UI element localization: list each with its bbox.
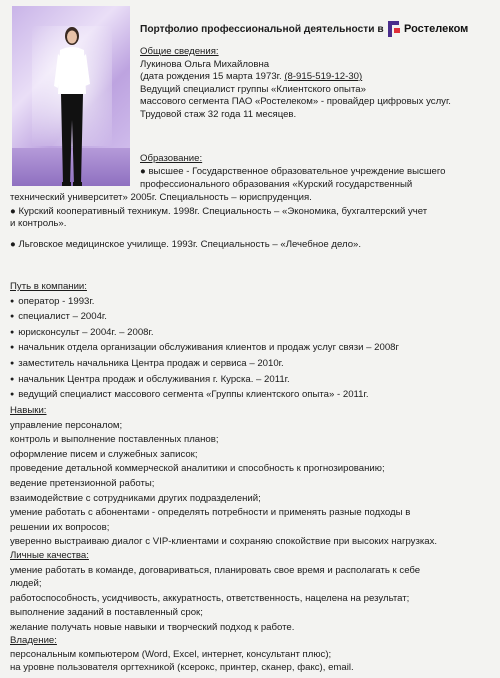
education-line: ● высшее - Государственное образовательное учреждение высшего	[140, 166, 446, 177]
career-heading: Путь в компании:	[10, 281, 87, 292]
general-heading: Общие сведения:	[140, 46, 219, 57]
education-heading-wrap	[140, 153, 202, 166]
skill-line: оформление писем и служебных записок;	[10, 448, 198, 460]
rostelecom-logo-icon	[386, 20, 402, 38]
skill-line: уверенно выстраиваю диалог с VIP-клиентами и сохраняю спокойствие при высоких нагрузках.	[10, 536, 438, 548]
career-item: ● начальник Центра продаж и обслуживания г. Курска. – 2011г.	[10, 374, 399, 388]
career-section	[10, 281, 399, 403]
general-section	[140, 46, 490, 122]
career-item: ● начальник отдела организации обслуживания клиентов и продаж услуг связи – 2008г	[10, 342, 399, 356]
education-heading: Образование:	[140, 153, 203, 164]
person-figure	[52, 24, 92, 186]
skill-line: проведение детальной коммерческой аналитики и способность к прогнозированию;	[10, 463, 385, 475]
skill-line: решении их вопросов;	[10, 521, 110, 533]
birth-line	[140, 71, 490, 84]
career-item: ● специалист – 2004г.	[10, 311, 399, 325]
career-item: ● юрисконсульт – 2004г. – 2008г.	[10, 327, 399, 341]
logo-text: Ростелеком	[404, 22, 469, 35]
education-section-wide	[10, 192, 427, 251]
skill-line: ведение претензионной работы;	[10, 477, 155, 489]
career-item: ● ведущий специалист массового сегмента «Группы клиентского опыта» - 2011г.	[10, 389, 399, 403]
education-line: ● Льговское медицинское училище. 1993г. Специальность – «Лечебное дело».	[10, 238, 362, 250]
position-line-1: Ведущий специалист группы «Клиентского опыта»	[140, 83, 366, 95]
phone-number: (8-915-519-12-30)	[284, 71, 363, 83]
qualities-heading: Личные качества:	[10, 550, 89, 561]
document-header	[140, 20, 490, 42]
skill-line: умение работать с абонентами - определять потребности и применять разные подходы в	[10, 507, 411, 519]
education-line: технический университет» 2005г. Специальность – юриспруденция.	[10, 192, 312, 203]
skills-section	[10, 405, 437, 549]
document-title: Портфолио профессиональной деятельности в	[140, 24, 384, 35]
quality-line: желание получать новые навыки и творческий подход к работе.	[10, 621, 295, 633]
ownership-section	[10, 635, 354, 675]
quality-line: умение работать в команде, договариваться, планировать свое время и располагать к себе	[10, 564, 421, 576]
full-name: Лукинова Ольга Михайловна	[140, 58, 270, 70]
quality-line: работоспособность, усидчивость, аккуратность, ответственность, нацелена на результат;	[10, 592, 410, 604]
education-line: профессионального образования «Курский государственный	[140, 178, 413, 190]
education-line: ● Курский кооперативный техникум. 1998г. Специальность – «Экономика, бухгалтерский учет	[10, 205, 428, 217]
education-line: и контроль».	[10, 218, 67, 230]
skill-line: контроль и выполнение поставленных планов;	[10, 434, 219, 446]
ownership-line: персональным компьютером (Word, Excel, интернет, консультант плюс);	[10, 648, 332, 660]
rostelecom-logo	[386, 20, 468, 38]
career-item: ● заместитель начальника Центра продаж и сервиса – 2010г.	[10, 358, 399, 372]
skill-line: взаимодействие с сотрудниками других подразделений;	[10, 492, 261, 504]
qualities-section	[10, 550, 420, 635]
birth-date: (дата рождения 15 марта 1973г.	[140, 71, 282, 83]
skills-heading: Навыки:	[10, 405, 47, 416]
experience-line: Трудовой стаж 32 года 11 месяцев.	[140, 108, 297, 120]
profile-photo	[12, 6, 130, 186]
ownership-line: на уровне пользователя оргтехникой (ксерокс, принтер, сканер, факс), email.	[10, 662, 354, 674]
career-item: ● оператор - 1993г.	[10, 296, 399, 310]
quality-line: выполнение заданий в поставленный срок;	[10, 607, 203, 619]
quality-line: людей;	[10, 578, 42, 590]
ownership-heading: Владение:	[10, 635, 57, 646]
skill-line: управление персоналом;	[10, 419, 123, 431]
position-line-2: массового сегмента ПАО «Ростелеком» - провайдер цифровых услуг.	[140, 96, 451, 108]
education-section	[140, 166, 446, 191]
